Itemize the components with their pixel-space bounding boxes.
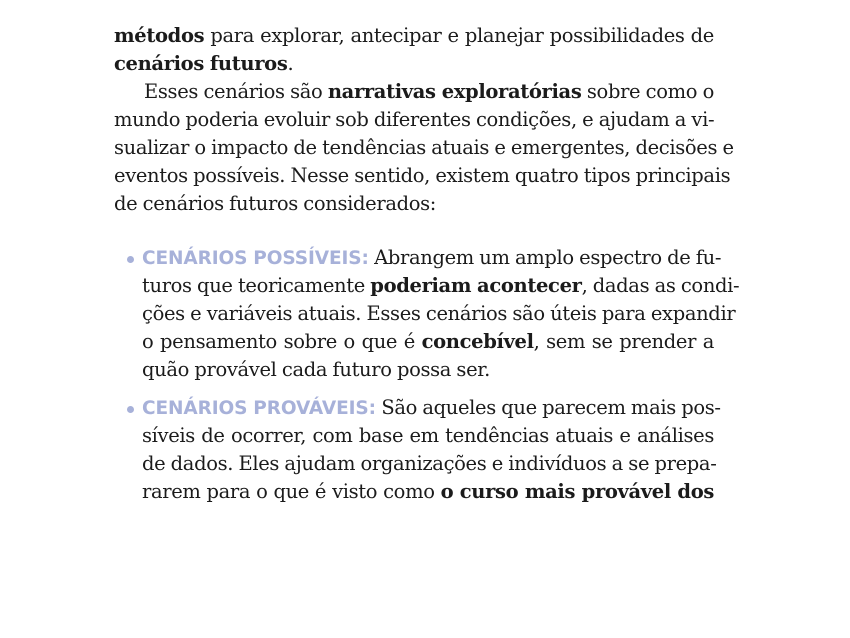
paragraph2-bold-narratives: narrativas exploratórias <box>327 80 582 103</box>
bullet1-line-3: ções e variáveis atuais. Esses cenários são úteis para expandir <box>142 302 736 325</box>
bullet1-line-4 <box>142 328 714 356</box>
intro-bold-future-scenarios: cenários futuros <box>114 52 288 75</box>
intro-line-1-text: para explorar, antecipar e planejar possibilidades de <box>204 24 714 47</box>
bullet-dot-icon <box>127 406 134 413</box>
bullet2-label: CENÁRIOS PROVÁVEIS: <box>142 398 376 419</box>
bullet2-line-4 <box>142 478 714 506</box>
bullet2-line-1 <box>142 394 721 422</box>
paragraph2-line-1 <box>114 78 714 106</box>
paragraph2-line-5: de cenários futuros considerados: <box>114 192 436 215</box>
bullet1-line-4-end: , sem se prender a <box>533 330 714 353</box>
bullet1-line-5: quão provável cada futuro possa ser. <box>142 358 490 381</box>
intro-line-2 <box>114 50 714 78</box>
paragraph2-line-2: mundo poderia evoluir sob diferentes condições, e ajudam a vi- <box>114 108 715 131</box>
bullet1-bold-could-happen: poderiam acontecer <box>370 274 582 297</box>
intro-line-1 <box>114 22 714 50</box>
bullet2-line-1-text: São aqueles que parecem mais pos- <box>375 396 721 419</box>
bullet1-bold-conceivable: concebível <box>421 330 534 353</box>
bullet1-line-2-end: , dadas as condi- <box>581 274 740 297</box>
intro-line-2-text: . <box>287 52 294 75</box>
bullet-item-probable-scenarios <box>114 394 721 506</box>
bullet1-label: CENÁRIOS POSSÍVEIS: <box>142 248 369 269</box>
paragraph2-line-3: sualizar o impacto de tendências atuais e emergentes, decisões e <box>114 136 734 159</box>
bullet2-line-4-start: rarem para o que é visto como <box>142 480 441 503</box>
bullet1-line-1 <box>142 244 722 272</box>
paragraph2-line-1-start: Esses cenários são <box>144 80 328 103</box>
bullet1-line-4-start: o pensamento sobre o que é <box>142 330 422 353</box>
bullet2-line-2: síveis de ocorrer, com base em tendências atuais e análises <box>142 424 714 447</box>
bullet1-line-2-start: turos que teoricamente <box>142 274 371 297</box>
bullet-item-possible-scenarios <box>114 244 740 384</box>
paragraph2-line-1-end: sobre como o <box>581 80 714 103</box>
intro-bold-methods: métodos <box>114 24 205 47</box>
document-body <box>114 22 740 506</box>
paragraph2-line-4: eventos possíveis. Nesse sentido, existem quatro tipos principais <box>114 164 731 187</box>
bullet1-line-1-text: Abrangem um amplo espectro de fu- <box>368 246 722 269</box>
bullet2-bold-most-probable: o curso mais provável dos <box>440 480 714 503</box>
bullet2-line-3: de dados. Eles ajudam organizações e indivíduos a se prepa- <box>142 452 717 475</box>
bullet-dot-icon <box>127 256 134 263</box>
bullet1-line-2 <box>142 272 740 300</box>
